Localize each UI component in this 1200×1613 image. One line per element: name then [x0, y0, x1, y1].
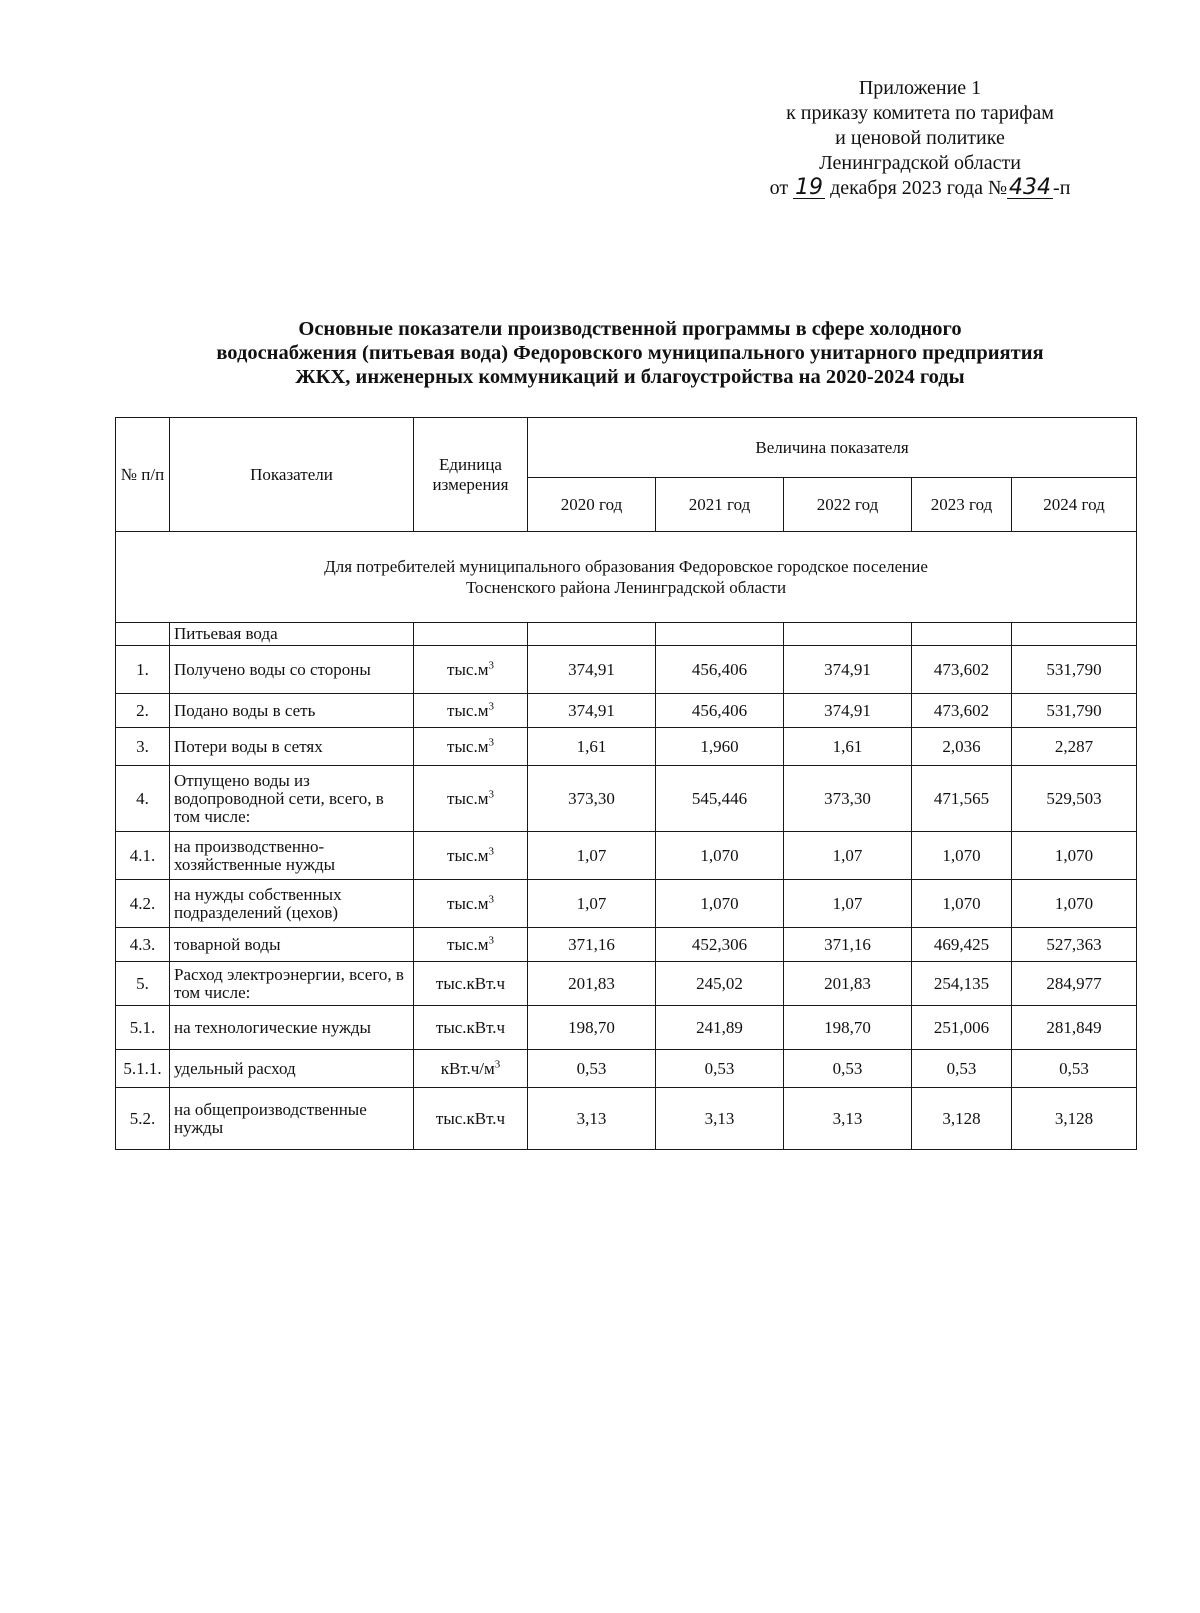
unit-base: тыс.кВт.ч	[435, 973, 506, 993]
appendix-order-line: к приказу комитета по тарифам	[786, 102, 1054, 124]
row-number: 5.1.1.	[116, 1050, 170, 1088]
row-value: 1,61	[528, 728, 656, 766]
row-indicator: Расход электроэнергии, всего, в том числе:	[170, 962, 414, 1006]
table-row	[116, 1050, 1137, 1088]
row-value: 1,070	[912, 880, 1012, 928]
header-unit: Единица измерения	[414, 418, 528, 532]
row-value: 374,91	[528, 694, 656, 728]
row-value: 1,070	[1012, 880, 1137, 928]
row-value: 1,070	[656, 832, 784, 880]
title-line-1: Основные показатели производственной программы в сфере холодного	[298, 318, 962, 340]
appendix-date-line	[730, 176, 1110, 201]
order-suffix: -п	[1053, 177, 1071, 199]
table-row	[116, 928, 1137, 962]
row-unit	[414, 1006, 528, 1050]
group-label: Питьевая вода	[170, 623, 414, 646]
date-middle: декабря 2023 года №	[830, 177, 1008, 199]
row-indicator: Отпущено воды из водопроводной сети, всего, в том числе:	[170, 766, 414, 832]
row-number: 4.3.	[116, 928, 170, 962]
row-value: 1,07	[784, 832, 912, 880]
row-number: 4.	[116, 766, 170, 832]
section-line-2: Тосненского района Ленинградской области	[465, 578, 787, 597]
empty-cell	[116, 623, 170, 646]
indicators-table	[115, 417, 1137, 1150]
row-unit	[414, 1088, 528, 1150]
header-year: 2020 год	[528, 478, 656, 532]
header-value-group: Величина показателя	[528, 418, 1137, 478]
row-value: 3,13	[528, 1088, 656, 1150]
row-value: 1,070	[912, 832, 1012, 880]
row-number: 5.2.	[116, 1088, 170, 1150]
row-number: 3.	[116, 728, 170, 766]
row-value: 3,128	[912, 1088, 1012, 1150]
row-value: 251,006	[912, 1006, 1012, 1050]
row-value: 473,602	[912, 646, 1012, 694]
row-unit	[414, 694, 528, 728]
row-value: 456,406	[656, 646, 784, 694]
unit-base: тыс.м	[447, 700, 489, 720]
row-value: 456,406	[656, 694, 784, 728]
document-title	[120, 317, 1140, 389]
row-number: 2.	[116, 694, 170, 728]
unit-exponent: 3	[488, 933, 494, 946]
row-number: 5.	[116, 962, 170, 1006]
unit-exponent: 3	[488, 735, 494, 748]
row-number: 4.1.	[116, 832, 170, 880]
row-value: 1,07	[528, 832, 656, 880]
table-row	[116, 646, 1137, 694]
row-value: 1,070	[656, 880, 784, 928]
section-heading	[116, 532, 1137, 623]
row-value: 254,135	[912, 962, 1012, 1006]
row-value: 531,790	[1012, 694, 1137, 728]
row-value: 241,89	[656, 1006, 784, 1050]
table-row	[116, 766, 1137, 832]
empty-cell	[414, 623, 528, 646]
row-value: 371,16	[784, 928, 912, 962]
row-value: 373,30	[784, 766, 912, 832]
row-value: 374,91	[784, 646, 912, 694]
unit-base: кВт.ч/м	[440, 1058, 495, 1078]
table-row	[116, 832, 1137, 880]
row-indicator: на технологические нужды	[170, 1006, 414, 1050]
row-unit	[414, 928, 528, 962]
row-value: 452,306	[656, 928, 784, 962]
unit-base: тыс.м	[447, 934, 489, 954]
row-value: 245,02	[656, 962, 784, 1006]
unit-base: тыс.м	[447, 845, 489, 865]
handwritten-day: 19	[795, 175, 824, 200]
row-value: 0,53	[912, 1050, 1012, 1088]
row-indicator: удельный расход	[170, 1050, 414, 1088]
empty-cell	[912, 623, 1012, 646]
row-unit	[414, 880, 528, 928]
row-indicator: на производственно-хозяйственные нужды	[170, 832, 414, 880]
row-value: 3,13	[656, 1088, 784, 1150]
row-value: 1,07	[528, 880, 656, 928]
unit-base: тыс.м	[447, 736, 489, 756]
handwritten-order-number: 434	[1009, 175, 1052, 200]
row-unit	[414, 646, 528, 694]
row-unit	[414, 1050, 528, 1088]
unit-exponent: 3	[488, 699, 494, 712]
row-value: 473,602	[912, 694, 1012, 728]
empty-cell	[784, 623, 912, 646]
unit-exponent: 3	[488, 844, 494, 857]
appendix-title: Приложение 1	[858, 77, 982, 99]
row-value: 371,16	[528, 928, 656, 962]
row-value: 281,849	[1012, 1006, 1137, 1050]
header-year: 2022 год	[784, 478, 912, 532]
row-value: 1,960	[656, 728, 784, 766]
row-value: 374,91	[784, 694, 912, 728]
row-value: 0,53	[656, 1050, 784, 1088]
row-value: 373,30	[528, 766, 656, 832]
row-indicator: Потери воды в сетях	[170, 728, 414, 766]
row-value: 198,70	[528, 1006, 656, 1050]
table-row	[116, 880, 1137, 928]
empty-cell	[1012, 623, 1137, 646]
row-value: 0,53	[784, 1050, 912, 1088]
row-indicator: на общепроизводственные нужды	[170, 1088, 414, 1150]
row-value: 374,91	[528, 646, 656, 694]
section-line-1: Для потребителей муниципального образования Федоровское городское поселение	[324, 557, 928, 576]
row-value: 0,53	[1012, 1050, 1137, 1088]
row-unit	[414, 766, 528, 832]
row-value: 3,128	[1012, 1088, 1137, 1150]
header-num: № п/п	[116, 418, 170, 532]
row-number: 1.	[116, 646, 170, 694]
unit-base: тыс.кВт.ч	[435, 1017, 506, 1037]
header-year: 2021 год	[656, 478, 784, 532]
row-value: 471,565	[912, 766, 1012, 832]
empty-cell	[656, 623, 784, 646]
header-year: 2023 год	[912, 478, 1012, 532]
unit-base: тыс.м	[447, 659, 489, 679]
table-row	[116, 962, 1137, 1006]
row-value: 0,53	[528, 1050, 656, 1088]
header-indicator: Показатели	[170, 418, 414, 532]
row-indicator: Получено воды со стороны	[170, 646, 414, 694]
header-year: 2024 год	[1012, 478, 1137, 532]
table-row	[116, 728, 1137, 766]
row-value: 2,036	[912, 728, 1012, 766]
unit-exponent: 3	[488, 658, 494, 671]
row-indicator: на нужды собственных подразделений (цехов)	[170, 880, 414, 928]
unit-base: тыс.кВт.ч	[435, 1108, 506, 1128]
unit-exponent: 3	[488, 892, 494, 905]
row-value: 201,83	[528, 962, 656, 1006]
row-value: 1,07	[784, 880, 912, 928]
appendix-header	[730, 76, 1110, 201]
empty-cell	[528, 623, 656, 646]
unit-base: тыс.м	[447, 893, 489, 913]
date-prefix: от	[769, 177, 789, 199]
row-value: 527,363	[1012, 928, 1137, 962]
row-value: 1,070	[1012, 832, 1137, 880]
row-value: 2,287	[1012, 728, 1137, 766]
row-value: 531,790	[1012, 646, 1137, 694]
row-unit	[414, 962, 528, 1006]
unit-exponent: 3	[494, 1057, 501, 1070]
row-value: 529,503	[1012, 766, 1137, 832]
row-indicator: товарной воды	[170, 928, 414, 962]
unit-base: тыс.м	[447, 788, 489, 808]
table-row	[116, 694, 1137, 728]
row-value: 3,13	[784, 1088, 912, 1150]
row-number: 4.2.	[116, 880, 170, 928]
row-value: 201,83	[784, 962, 912, 1006]
row-value: 284,977	[1012, 962, 1137, 1006]
unit-exponent: 3	[488, 787, 494, 800]
row-value: 469,425	[912, 928, 1012, 962]
row-unit	[414, 832, 528, 880]
row-value: 1,61	[784, 728, 912, 766]
table-row	[116, 1088, 1137, 1150]
row-number: 5.1.	[116, 1006, 170, 1050]
appendix-policy-line: и ценовой политике	[835, 127, 1005, 149]
row-unit	[414, 728, 528, 766]
row-value: 198,70	[784, 1006, 912, 1050]
title-line-3: ЖКХ, инженерных коммуникаций и благоустройства на 2020-2024 годы	[295, 366, 965, 388]
title-line-2: водоснабжения (питьевая вода) Федоровского муниципального унитарного предприятия	[216, 342, 1044, 364]
table-row	[116, 1006, 1137, 1050]
row-value: 545,446	[656, 766, 784, 832]
appendix-region-line: Ленинградской области	[819, 152, 1021, 174]
row-indicator: Подано воды в сеть	[170, 694, 414, 728]
